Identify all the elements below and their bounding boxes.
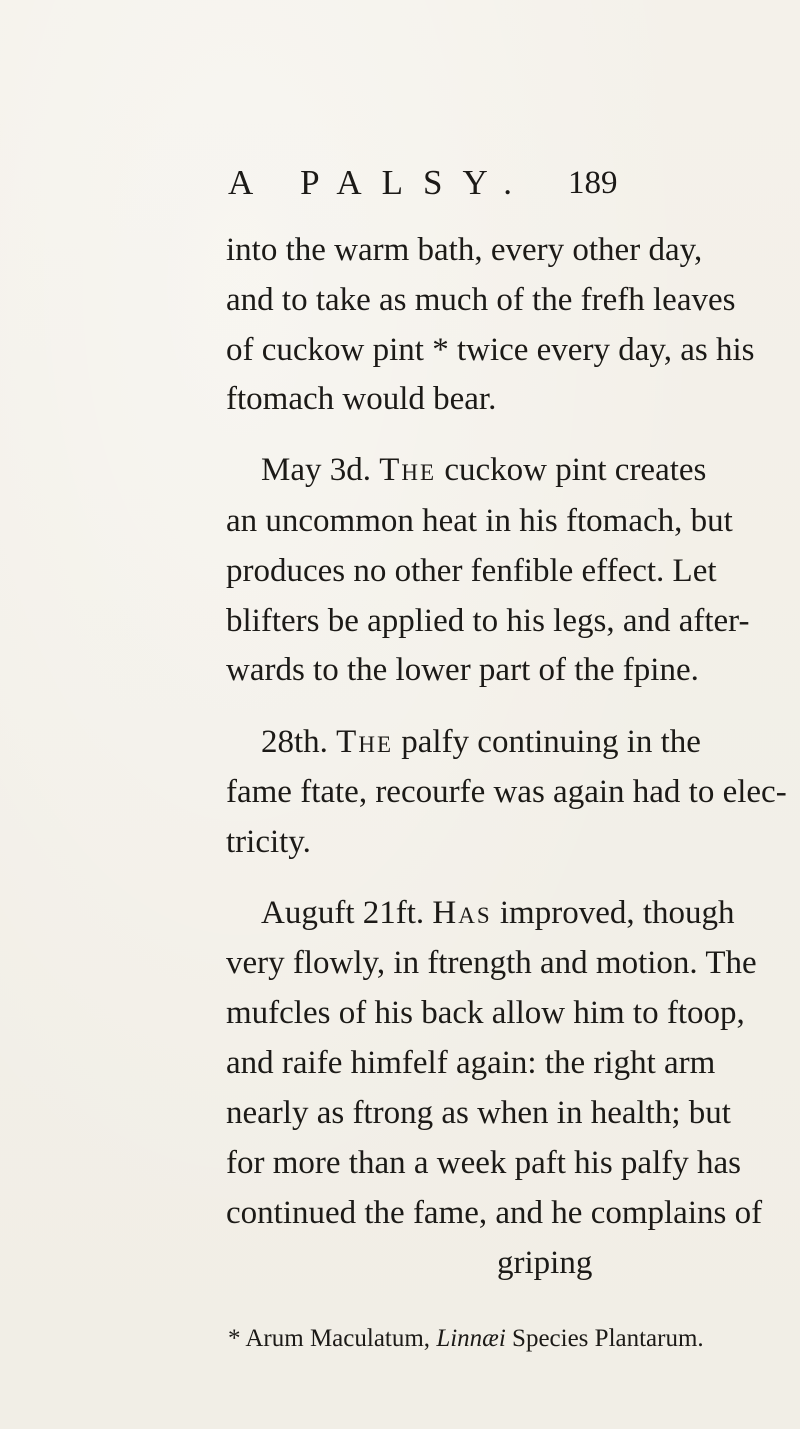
running-title: A PALSY.	[228, 163, 532, 202]
catchword: griping	[497, 1245, 593, 1281]
text-line: wards to the lower part of the fpine.	[226, 652, 699, 688]
footnote-rest: Species Plantarum.	[512, 1325, 704, 1352]
footnote	[228, 1325, 704, 1353]
text-line: into the warm bath, every other day,	[226, 232, 703, 268]
entry-date: May 3d.	[261, 452, 371, 488]
entry-line-rest: improved, though	[499, 895, 735, 931]
footnote-italic: Linnæi	[436, 1325, 506, 1352]
entry-date: 28th.	[261, 724, 328, 760]
footnote-marker: *	[228, 1325, 241, 1352]
entry-first-word: Has	[432, 895, 492, 931]
text-line: blifters be applied to his legs, and after-	[226, 603, 750, 639]
entry-first-line	[261, 893, 735, 933]
entry-first-line	[261, 450, 706, 490]
text-line: ftomach would bear.	[226, 381, 497, 417]
page-number: 189	[568, 165, 618, 201]
text-line: mufcles of his back allow him to ftoop,	[226, 995, 745, 1031]
entry-date: Auguft 21ft.	[261, 895, 425, 931]
entry-first-word: The	[379, 452, 437, 488]
text-line: for more than a week paft his palfy has	[226, 1145, 741, 1181]
text-line: nearly as ftrong as when in health; but	[226, 1095, 731, 1131]
text-line: continued the fame, and he complains of	[226, 1195, 763, 1231]
text-line: very flowly, in ftrength and motion. The	[226, 945, 757, 981]
entry-first-word: The	[336, 724, 393, 760]
text-line: fame ftate, recourfe was again had to elec-	[226, 774, 787, 810]
text-line: and raife himfelf again: the right arm	[226, 1045, 716, 1081]
page-header	[0, 163, 800, 203]
entry-first-line	[261, 722, 701, 762]
text-line: tricity.	[226, 824, 311, 860]
text-line: and to take as much of the frefh leaves	[226, 282, 736, 318]
entry-line-rest: palfy continuing in the	[401, 724, 701, 760]
text-line: produces no other fenfible effect. Let	[226, 553, 717, 589]
text-line: of cuckow pint * twice every day, as his	[226, 332, 755, 368]
entry-line-rest: cuckow pint creates	[444, 452, 707, 488]
footnote-text: Arum Maculatum,	[245, 1325, 431, 1352]
text-line: an uncommon heat in his ftomach, but	[226, 503, 733, 539]
